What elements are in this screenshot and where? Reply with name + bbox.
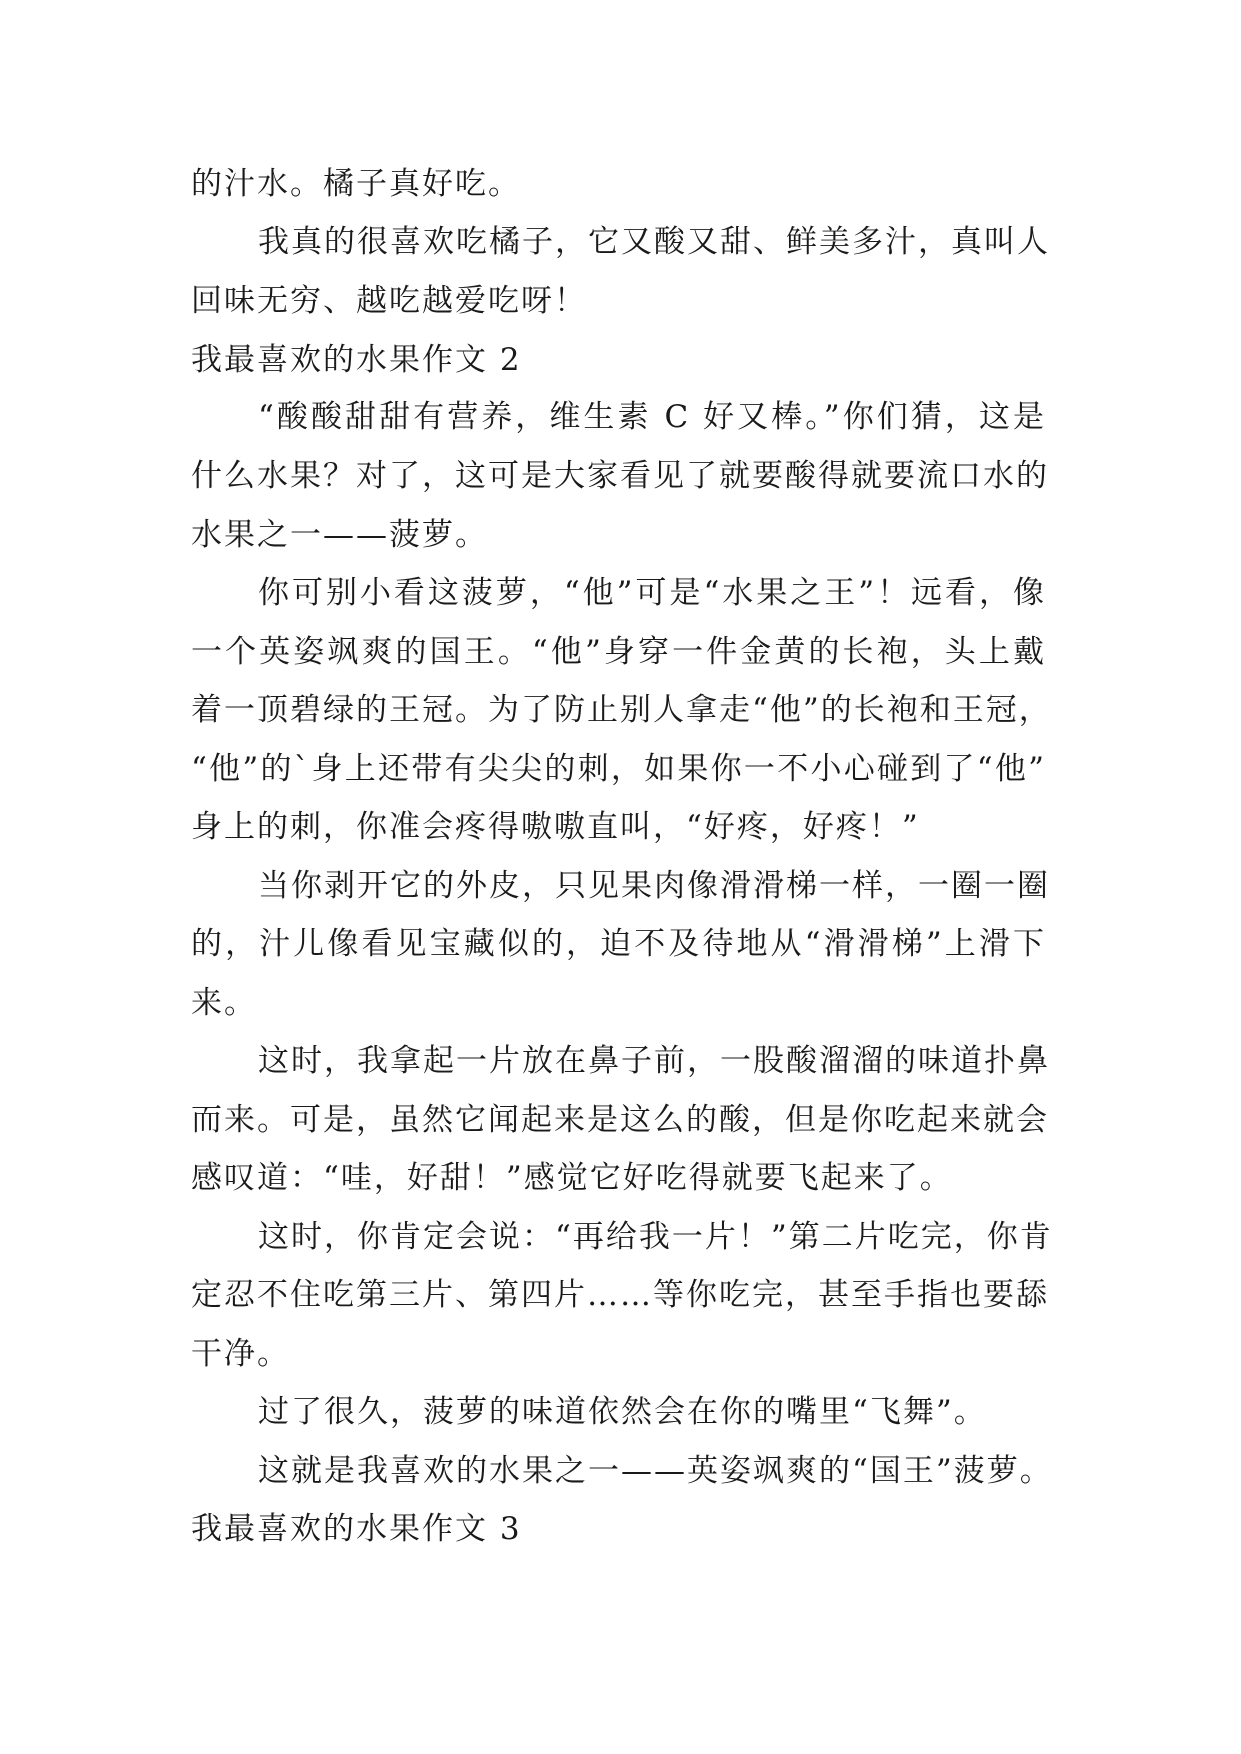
text-line: 来。	[191, 985, 257, 1021]
text-line: 这时，我拿起一片放在鼻子前，一股酸溜溜的味道扑鼻	[258, 1043, 1050, 1079]
section-heading: 我最喜欢的水果作文 2	[191, 342, 522, 378]
text-line: 回味无穷、越吃越爱吃呀！	[191, 283, 587, 319]
text-line: 而来。可是，虽然它闻起来是这么的酸，但是你吃起来就会	[191, 1102, 1049, 1138]
text-line: 这就是我喜欢的水果之一——英姿飒爽的“国王”菠萝。	[258, 1453, 1053, 1489]
text-line: 感叹道：“哇，好甜！”感觉它好吃得就要飞起来了。	[191, 1160, 953, 1196]
text-line: 的，汁儿像看见宝藏似的，迫不及待地从“滑滑梯”上滑下	[191, 926, 1046, 962]
text-line: 的汁水。橘子真好吃。	[191, 166, 521, 202]
text-line: 水果之一——菠萝。	[191, 517, 488, 553]
text-line: “酸酸甜甜有营养，维生素 C 好又棒。”你们猜，这是	[258, 399, 1046, 435]
text-line: 一个英姿飒爽的国王。“他”身穿一件金黄的长袍，头上戴	[191, 634, 1046, 670]
text-line: 这时，你肯定会说：“再给我一片！”第二片吃完，你肯	[258, 1219, 1053, 1255]
text-line: 定忍不住吃第三片、第四片……等你吃完，甚至手指也要舔	[191, 1277, 1049, 1313]
text-line: 当你剥开它的外皮，只见果肉像滑滑梯一样，一圈一圈	[258, 868, 1050, 904]
text-line: “他”的`身上还带有尖尖的刺，如果你一不小心碰到了“他”	[191, 751, 1046, 787]
text-line: 我真的很喜欢吃橘子，它又酸又甜、鲜美多汁，真叫人	[258, 224, 1050, 260]
text-line: 干净。	[191, 1336, 290, 1372]
text-line: 身上的刺，你准会疼得嗷嗷直叫，“好疼，好疼！”	[191, 809, 920, 845]
text-line: 什么水果？对了，这可是大家看见了就要酸得就要流口水的	[191, 458, 1049, 494]
text-line: 过了很久，菠萝的味道依然会在你的嘴里“飞舞”。	[258, 1394, 987, 1430]
section-heading: 我最喜欢的水果作文 3	[191, 1511, 522, 1547]
text-line: 着一顶碧绿的王冠。为了防止别人拿走“他”的长袍和王冠，	[191, 692, 1052, 728]
text-line: 你可别小看这菠萝，“他”可是“水果之王”！远看，像	[258, 575, 1046, 611]
